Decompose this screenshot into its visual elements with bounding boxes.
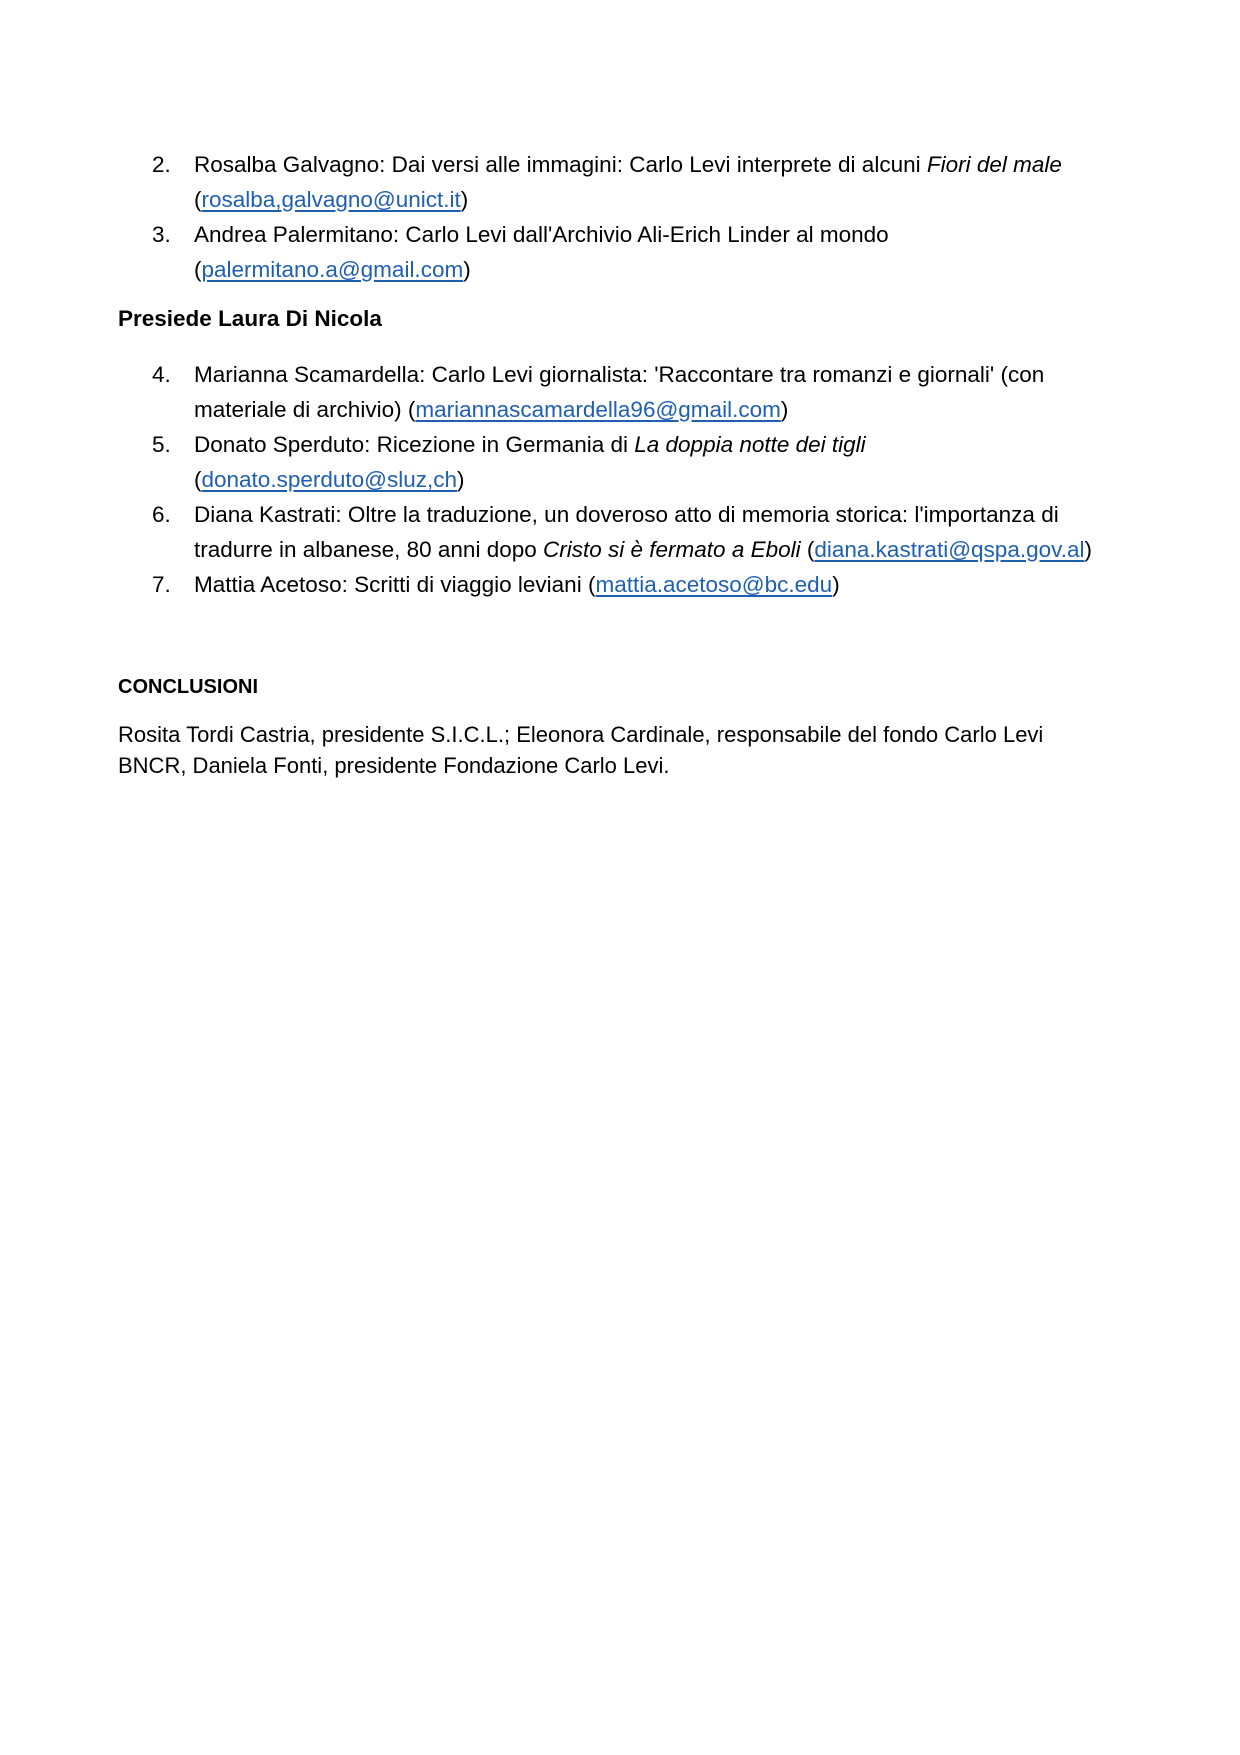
item-author: Andrea Palermitano: bbox=[194, 222, 400, 247]
document-page: 2. Rosalba Galvagno: Dai versi alle immagini: Carlo Levi interprete di alcuni Fiori del male (rosalba,galvagno@unict.it) 3. Andrea Palermitano: Carlo Levi dall'Archivio Ali-Erich Linder al mondo (palermitano.a@gmail.com) Presiede Laura Di Nicola 4. Marianna Scamardella: Carlo Levi giornalista: 'Raccontare tra romanzi e giornali' (con materiale di archivio) (mariannascamardella96@gmail.com) 5. Donato Sperduto: Ricezione in Germania di La doppia notte dei tigli (donato.sperduto@sluz,ch) 6. Diana Kastrati: Oltre la traduzione, un doveroso atto di memoria storica: l'importanza di tradurre in albanese, 80 anni dopo Cristo si è fermato a Eboli (diana.kastrati@qspa.gov.al) 7. Mattia Acetoso: Scritti di viaggio leviani (mattia.acetoso@bc.edu) CONCLUSIONI Rosita Tordi Castria, presidente S.I.C.L.; Eleonora Cardinale, responsabile del fondo Carlo Levi BNCR, Daniela Fonti, presidente Fondazione Carlo Levi. bbox=[0, 0, 1240, 1755]
item-title-italic: Fiori del male bbox=[926, 152, 1062, 177]
session-chair-heading: Presiede Laura Di Nicola bbox=[118, 306, 382, 331]
item-author: Diana Kastrati: bbox=[194, 502, 342, 527]
item-author: Mattia Acetoso: bbox=[194, 572, 348, 597]
item-number: 6. bbox=[152, 502, 171, 527]
email-link[interactable]: diana.kastrati@qspa.gov.al bbox=[814, 537, 1085, 562]
email-link[interactable]: mattia.acetoso@bc.edu bbox=[595, 572, 833, 597]
item-title-cont: materiale di archivio) ( bbox=[194, 397, 416, 422]
conclusions-heading: CONCLUSIONI bbox=[118, 676, 258, 698]
email-link[interactable]: palermitano.a@gmail.com bbox=[201, 257, 464, 282]
item-author: Marianna Scamardella: bbox=[194, 362, 426, 387]
item-number: 5. bbox=[152, 432, 171, 457]
email-link[interactable]: mariannascamardella96@gmail.com bbox=[415, 397, 781, 422]
conclusions-line: BNCR, Daniela Fonti, presidente Fondazione Carlo Levi. bbox=[118, 753, 670, 778]
conclusions-line: Rosita Tordi Castria, presidente S.I.C.L.; Eleonora Cardinale, responsabile del fondo Carlo Levi bbox=[118, 722, 1044, 747]
item-title: Scritti di viaggio leviani ( bbox=[347, 572, 596, 597]
item-author: Donato Sperduto: bbox=[194, 432, 371, 457]
item-title: Carlo Levi dall'Archivio Ali-Erich Linder al mondo bbox=[399, 222, 889, 247]
item-number: 2. bbox=[152, 152, 171, 177]
email-link[interactable]: rosalba,galvagno@unict.it bbox=[201, 187, 461, 212]
item-title: Carlo Levi giornalista: 'Raccontare tra romanzi e giornali' (con bbox=[425, 362, 1045, 387]
email-link[interactable]: donato.sperduto@sluz,ch bbox=[201, 467, 457, 492]
item-title: Dai versi alle immagini: Carlo Levi interprete di alcuni bbox=[385, 152, 927, 177]
conclusions-text bbox=[118, 719, 1118, 781]
item-number: 7. bbox=[152, 572, 171, 597]
item-number: 3. bbox=[152, 222, 171, 247]
item-author: Rosalba Galvagno: bbox=[194, 152, 386, 177]
item-title-italic: Cristo si è fermato a Eboli bbox=[543, 537, 801, 562]
item-title-cont: tradurre in albanese, 80 anni dopo bbox=[194, 537, 544, 562]
item-title-italic: La doppia notte dei tigli bbox=[634, 432, 866, 457]
item-title: Oltre la traduzione, un doveroso atto di memoria storica: l'importanza di bbox=[341, 502, 1059, 527]
item-number: 4. bbox=[152, 362, 171, 387]
item-title: Ricezione in Germania di bbox=[370, 432, 635, 457]
